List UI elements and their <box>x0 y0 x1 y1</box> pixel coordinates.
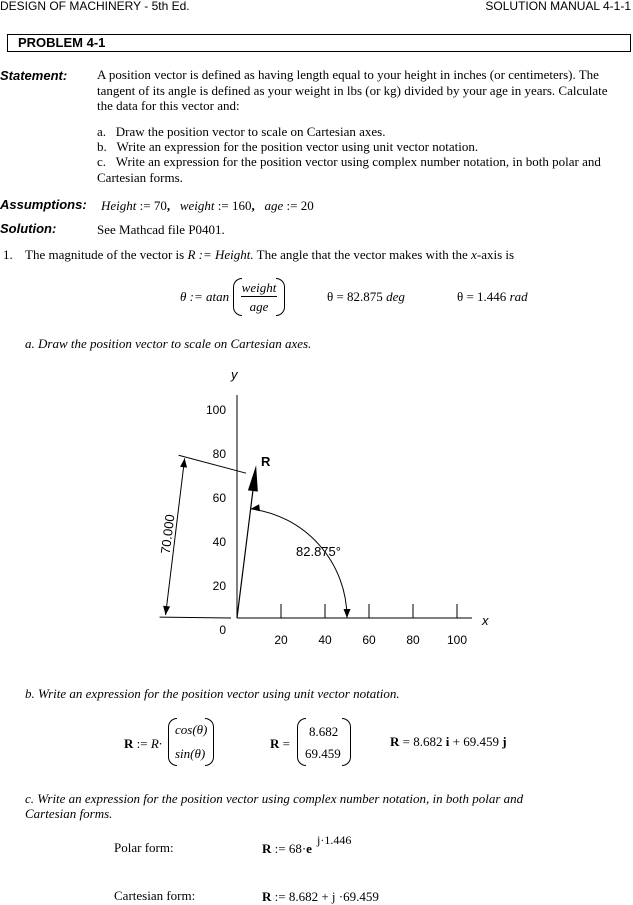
length-dimension-text: 70.000 <box>157 513 178 555</box>
part-b-heading: b. Write an expression for the position vector using unit vector notation. <box>25 686 400 701</box>
y-tick-label: 20 <box>212 579 226 593</box>
x-tick-label: 80 <box>406 633 420 647</box>
angle-arrow-end <box>251 504 260 511</box>
cartesian-form-expr: R := 8.682 + j ·69.459 <box>262 889 379 904</box>
solution-label: Solution: <box>0 221 57 236</box>
x-tick-label: 60 <box>362 633 376 647</box>
polar-form-expr: R := 68·e <box>262 841 312 856</box>
position-vector-r <box>237 491 253 618</box>
part-c-heading-2: Cartesian forms. <box>25 806 113 821</box>
item-text: Draw the position vector to scale on Cartesian axes. <box>115 124 386 139</box>
x-tick-label: 20 <box>274 633 288 647</box>
y-component: 69.459 <box>305 746 341 761</box>
part-c-heading-1: c. Write an expression for the position vector using complex number notation, in both polar and <box>25 791 524 806</box>
theta-radians: θ = 1.446 rad <box>457 289 528 304</box>
running-header-left: DESIGN OF MACHINERY - 5th Ed. <box>0 0 190 13</box>
fraction-numerator: weight <box>241 280 277 295</box>
vector-arrowhead <box>248 465 258 491</box>
right-matrix-bracket <box>205 718 214 766</box>
unit-vector-result-lhs: R = <box>270 736 290 751</box>
height-var: Height <box>101 198 137 213</box>
y-tick-label: 0 <box>219 623 226 637</box>
x-axis-label: x <box>482 613 489 628</box>
vector-label: R <box>261 454 271 469</box>
dimension-extension-bottom <box>160 617 231 618</box>
y-tick-label: 60 <box>212 491 226 505</box>
assumptions-values: Height := 70, weight := 160, age := 20 <box>101 198 314 213</box>
cartesian-form-label: Cartesian form: <box>114 888 196 903</box>
assumptions-label: Assumptions: <box>0 197 87 212</box>
dimension-arrow-top <box>180 458 187 467</box>
y-axis-label: y <box>231 367 238 382</box>
y-ticks <box>206 403 226 637</box>
step-number: 1. <box>3 247 13 262</box>
problem-title: PROBLEM 4-1 <box>18 35 106 50</box>
part-a-heading: a. Draw the position vector to scale on Cartesian axes. <box>25 336 312 351</box>
weight-value: 160 <box>231 198 252 213</box>
item-text: Write an expression for the position vector using complex number notation, in both polar and Cartesian forms. <box>97 154 601 185</box>
item-marker: c. <box>97 154 107 169</box>
step-text: The magnitude of the vector is R := Height. The angle that the vector makes with the x-axis is <box>25 247 515 262</box>
weight-var: weight <box>179 198 215 213</box>
running-header-right: SOLUTION MANUAL 4-1-1 <box>485 0 631 13</box>
fraction-denominator: age <box>249 299 269 314</box>
y-tick-label: 80 <box>212 447 226 461</box>
theta-lhs: θ := atan <box>180 289 230 304</box>
x-component: 8.682 <box>309 724 339 739</box>
age-var: age <box>264 198 284 213</box>
statement-text: A position vector is defined as having length equal to your height in inches (or centimeters). The tangent of its angle is defined as your weight in lbs (or kg) divided by your age in years. Calculate the data for this vector and: <box>97 67 608 113</box>
y-tick-label: 40 <box>212 535 226 549</box>
y-tick-label: 100 <box>205 403 226 417</box>
axes <box>237 395 472 618</box>
cos-entry: cos(θ) <box>175 722 208 737</box>
unit-vector-result: R = 8.682 i + 69.459 j <box>390 734 507 749</box>
item-text: Write an expression for the position vector using unit vector notation. <box>116 139 479 154</box>
angle-dimension-text: 82.875° <box>296 544 341 559</box>
x-ticks <box>274 604 467 647</box>
sin-entry: sin(θ) <box>175 746 206 761</box>
angle-arrow-start <box>344 609 351 618</box>
height-value: 70 <box>153 198 167 213</box>
unit-vector-def: R := R· <box>124 736 163 751</box>
polar-exponent: j·1.446 <box>317 833 352 847</box>
item-marker: a. <box>97 124 107 139</box>
age-value: 20 <box>300 198 314 213</box>
solution-text: See Mathcad file P0401. <box>97 222 225 237</box>
x-tick-label: 40 <box>318 633 332 647</box>
statement-label: Statement: <box>0 68 68 83</box>
dimension-arrow-bottom <box>163 606 170 615</box>
item-marker: b. <box>97 139 107 154</box>
r-expression: R := Height. <box>187 247 254 262</box>
angle-arc <box>251 509 347 618</box>
x-tick-label: 100 <box>446 633 468 647</box>
polar-form-label: Polar form: <box>114 840 174 855</box>
theta-degrees: θ = 82.875 deg <box>327 289 405 304</box>
right-result-bracket <box>342 718 351 766</box>
